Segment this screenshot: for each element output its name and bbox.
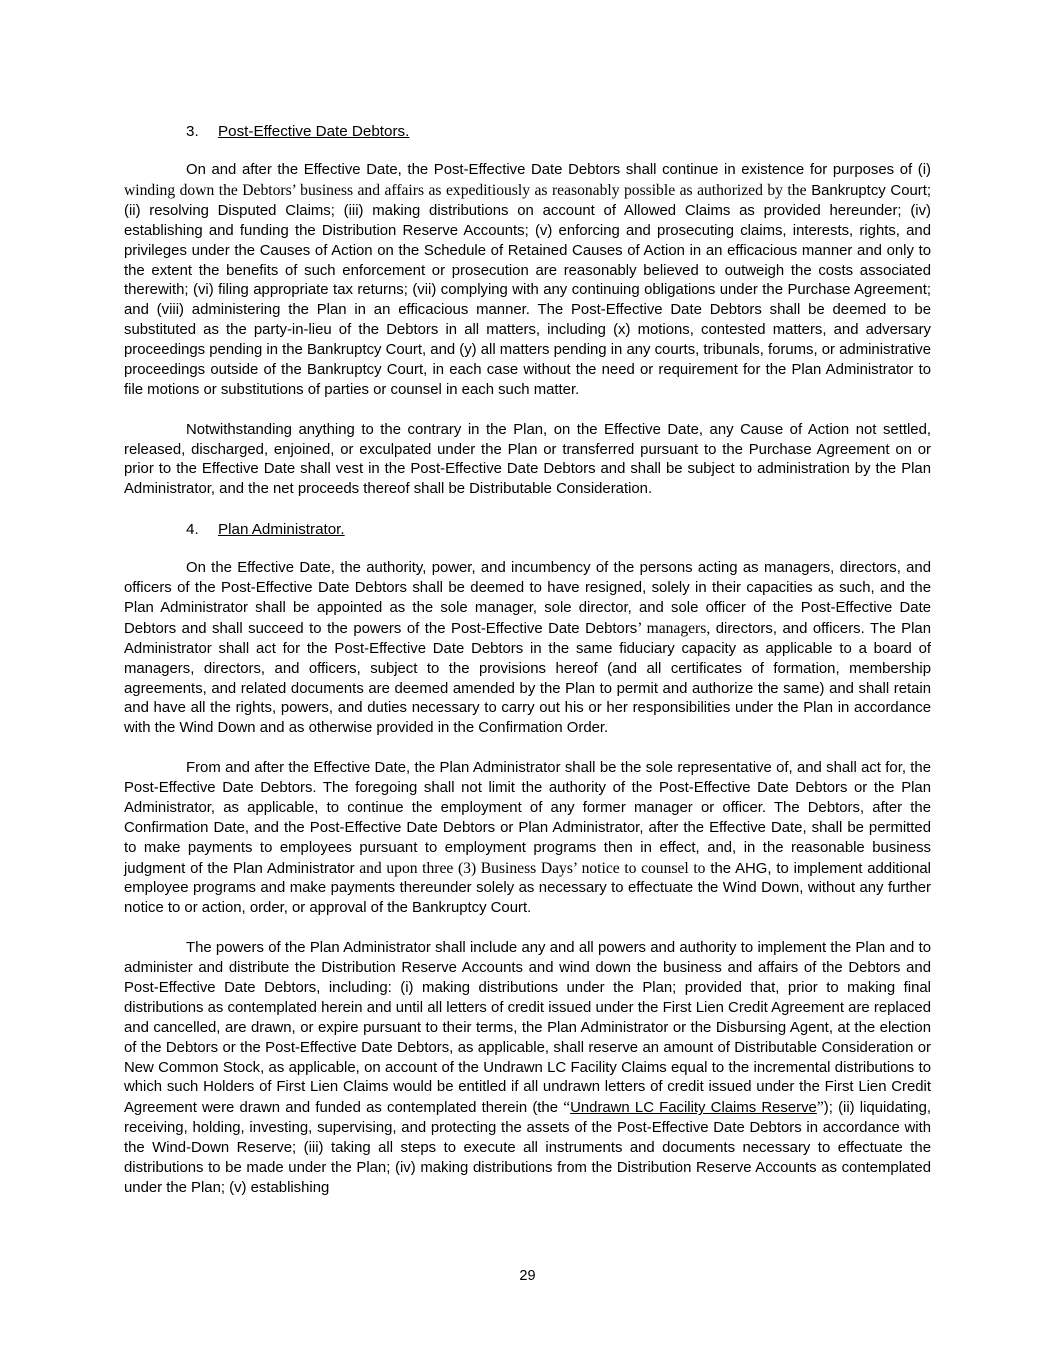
section-4-paragraph-2 (124, 759, 931, 919)
section-4-heading (124, 520, 931, 540)
text-run-serif: ’ managers, (637, 619, 711, 637)
page-number: 29 (519, 1268, 536, 1284)
section-3-paragraph-1 (124, 161, 931, 401)
section-3-paragraph-2: Notwithstanding anything to the contrary in the Plan, on the Effective Date, any Cause of Action not settled, released, discharged, enjoined, or exculpated under the Plan or transferred pursuant to the Purchase Agreement on or prior to the Effective Date shall vest in the Post-Effective Date Debtors and shall be subject to administration by the Plan Administrator, and the net proceeds thereof shall be Distributable Consideration. (124, 421, 931, 498)
defined-term: Undrawn LC Facility Claims Reserve (570, 1100, 817, 1117)
quote-close: ” (816, 1099, 824, 1117)
text-run: directors, and officers. The Plan Administrator shall act for the Post-Effective Date Debtors in the same fiduciary capacity as applicable to a board of managers, directors, and officers, subject to the provisions hereof (and all certificates of formation, membership agreements, and related documents are deemed amended by the Plan to permit and authorize the same) and shall retain and have all the rights, powers, and duties necessary to carry out his or her responsibilities under the Plan in accordance with the Wind Down and as otherwise provided in the Confirmation Order. (124, 620, 931, 737)
section-4-paragraph-3 (124, 939, 931, 1199)
section-4-paragraph-1 (124, 559, 931, 739)
text-run: the AHG, to implement additional employee programs and make payments thereunder solely as necessary to effectuate the Wind Down, without any further notice to or action, order, or approval of the Bankruptcy Court. (124, 860, 931, 917)
text-run: On the Effective Date, the authority, power, and incumbency of the persons acting as managers, directors, and officers of the Post-Effective Date Debtors shall be deemed to have resigned, solely in their capacities as such, and the Plan Administrator shall be appointed as the sole manager, sole director, and sole officer of the Post-Effective Date Debtors and shall succeed to the powers of the Post-Effective Date Debtors (124, 560, 931, 637)
section-3-number: 3. (186, 123, 199, 140)
text-run: From and after the Effective Date, the Plan Administrator shall be the sole representative of, and shall act for, the Post-Effective Date Debtors. The foregoing shall not limit the authority of the Post-Effective Date Debtors or the Plan Administrator, as applicable, to continue the employment of any former manager or officer. The Debtors, after the Confirmation Date, and the Post-Effective Date Debtors or Plan Administrator, after the Effective Date, shall be permitted to make payments to employees pursuant to employment programs then in effect, and, in the reasonable business judgment of the Plan Administrator (124, 760, 931, 877)
section-4-number: 4. (186, 521, 199, 539)
text-run-serif: winding down the Debtors’ business and affairs as expeditiously as reasonably possible as authorized by the (124, 181, 807, 199)
section-3-title: Post-Effective Date Debtors. (218, 123, 410, 140)
document-page (124, 122, 931, 1219)
section-3-heading (124, 122, 931, 142)
text-run-serif: and upon three (3) Business Days’ notice to counsel to (354, 859, 706, 877)
section-4-title: Plan Administrator. (218, 521, 345, 539)
text-run: ); (ii) liquidating, receiving, holding, investing, supervising, and protecting the assets of the Post-Effective Date Debtors in accordance with the Wind-Down Reserve; (iii) taking all steps to execute all instruments and documents necessary to effectuate the distributions to be made under the Plan; (iv) making distributions from the Distribution Reserve Accounts as contemplated under the Plan; (v) establishing (124, 1100, 931, 1196)
quote-open: “ (563, 1099, 571, 1117)
text-run: Bankruptcy Court; (ii) resolving Disputed Claims; (iii) making distributions on account of Allowed Claims as provided hereunder; (iv) establishing and funding the Distribution Reserve Accounts; (v) enforcing and prosecuting claims, interests, rights, and privileges under the Causes of Action on the Schedule of Retained Causes of Action in an efficacious manner and only to the extent the benefits of such enforcement or prosecution are reasonably believed to outweigh the costs associated therewith; (vi) filing appropriate tax returns; (vii) complying with any continuing obligations under the Purchase Agreement; and (viii) administering the Plan in an efficacious manner. The Post-Effective Date Debtors shall be deemed to be substituted as the party-in-lieu of the Debtors in all matters, including (x) motions, contested matters, and adversary proceedings pending in the Bankruptcy Court, and (y) all matters pending in any courts, tribunals, forums, or administrative proceedings outside of the Bankruptcy Court, in each case without the need or requirement for the Plan Administrator to file motions or substitutions of parties or counsel in each such matter. (124, 182, 931, 398)
text-run: The powers of the Plan Administrator shall include any and all powers and authority to implement the Plan and to administer and distribute the Distribution Reserve Accounts and wind down the business and affairs of the Debtors and Post-Effective Date Debtors, including: (i) making distributions under the Plan; provided that, prior to making final distributions as contemplated herein and until all letters of credit issued under the First Lien Credit Agreement are replaced and cancelled, are drawn, or expire pursuant to their terms, the Plan Administrator or the Disbursing Agent, at the election of the Debtors or the Post-Effective Date Debtors, as applicable, shall reserve an amount of Distributable Consideration or New Common Stock, as applicable, on account of the Undrawn LC Facility Claims equal to the incremental distributions to which such Holders of First Lien Claims would be entitled if all undrawn letters of credit issued under the First Lien Credit Agreement were drawn and funded as contemplated therein (the (124, 940, 931, 1117)
text-run: On and after the Effective Date, the Post-Effective Date Debtors shall continue in existence for purposes of (i) (186, 162, 931, 178)
